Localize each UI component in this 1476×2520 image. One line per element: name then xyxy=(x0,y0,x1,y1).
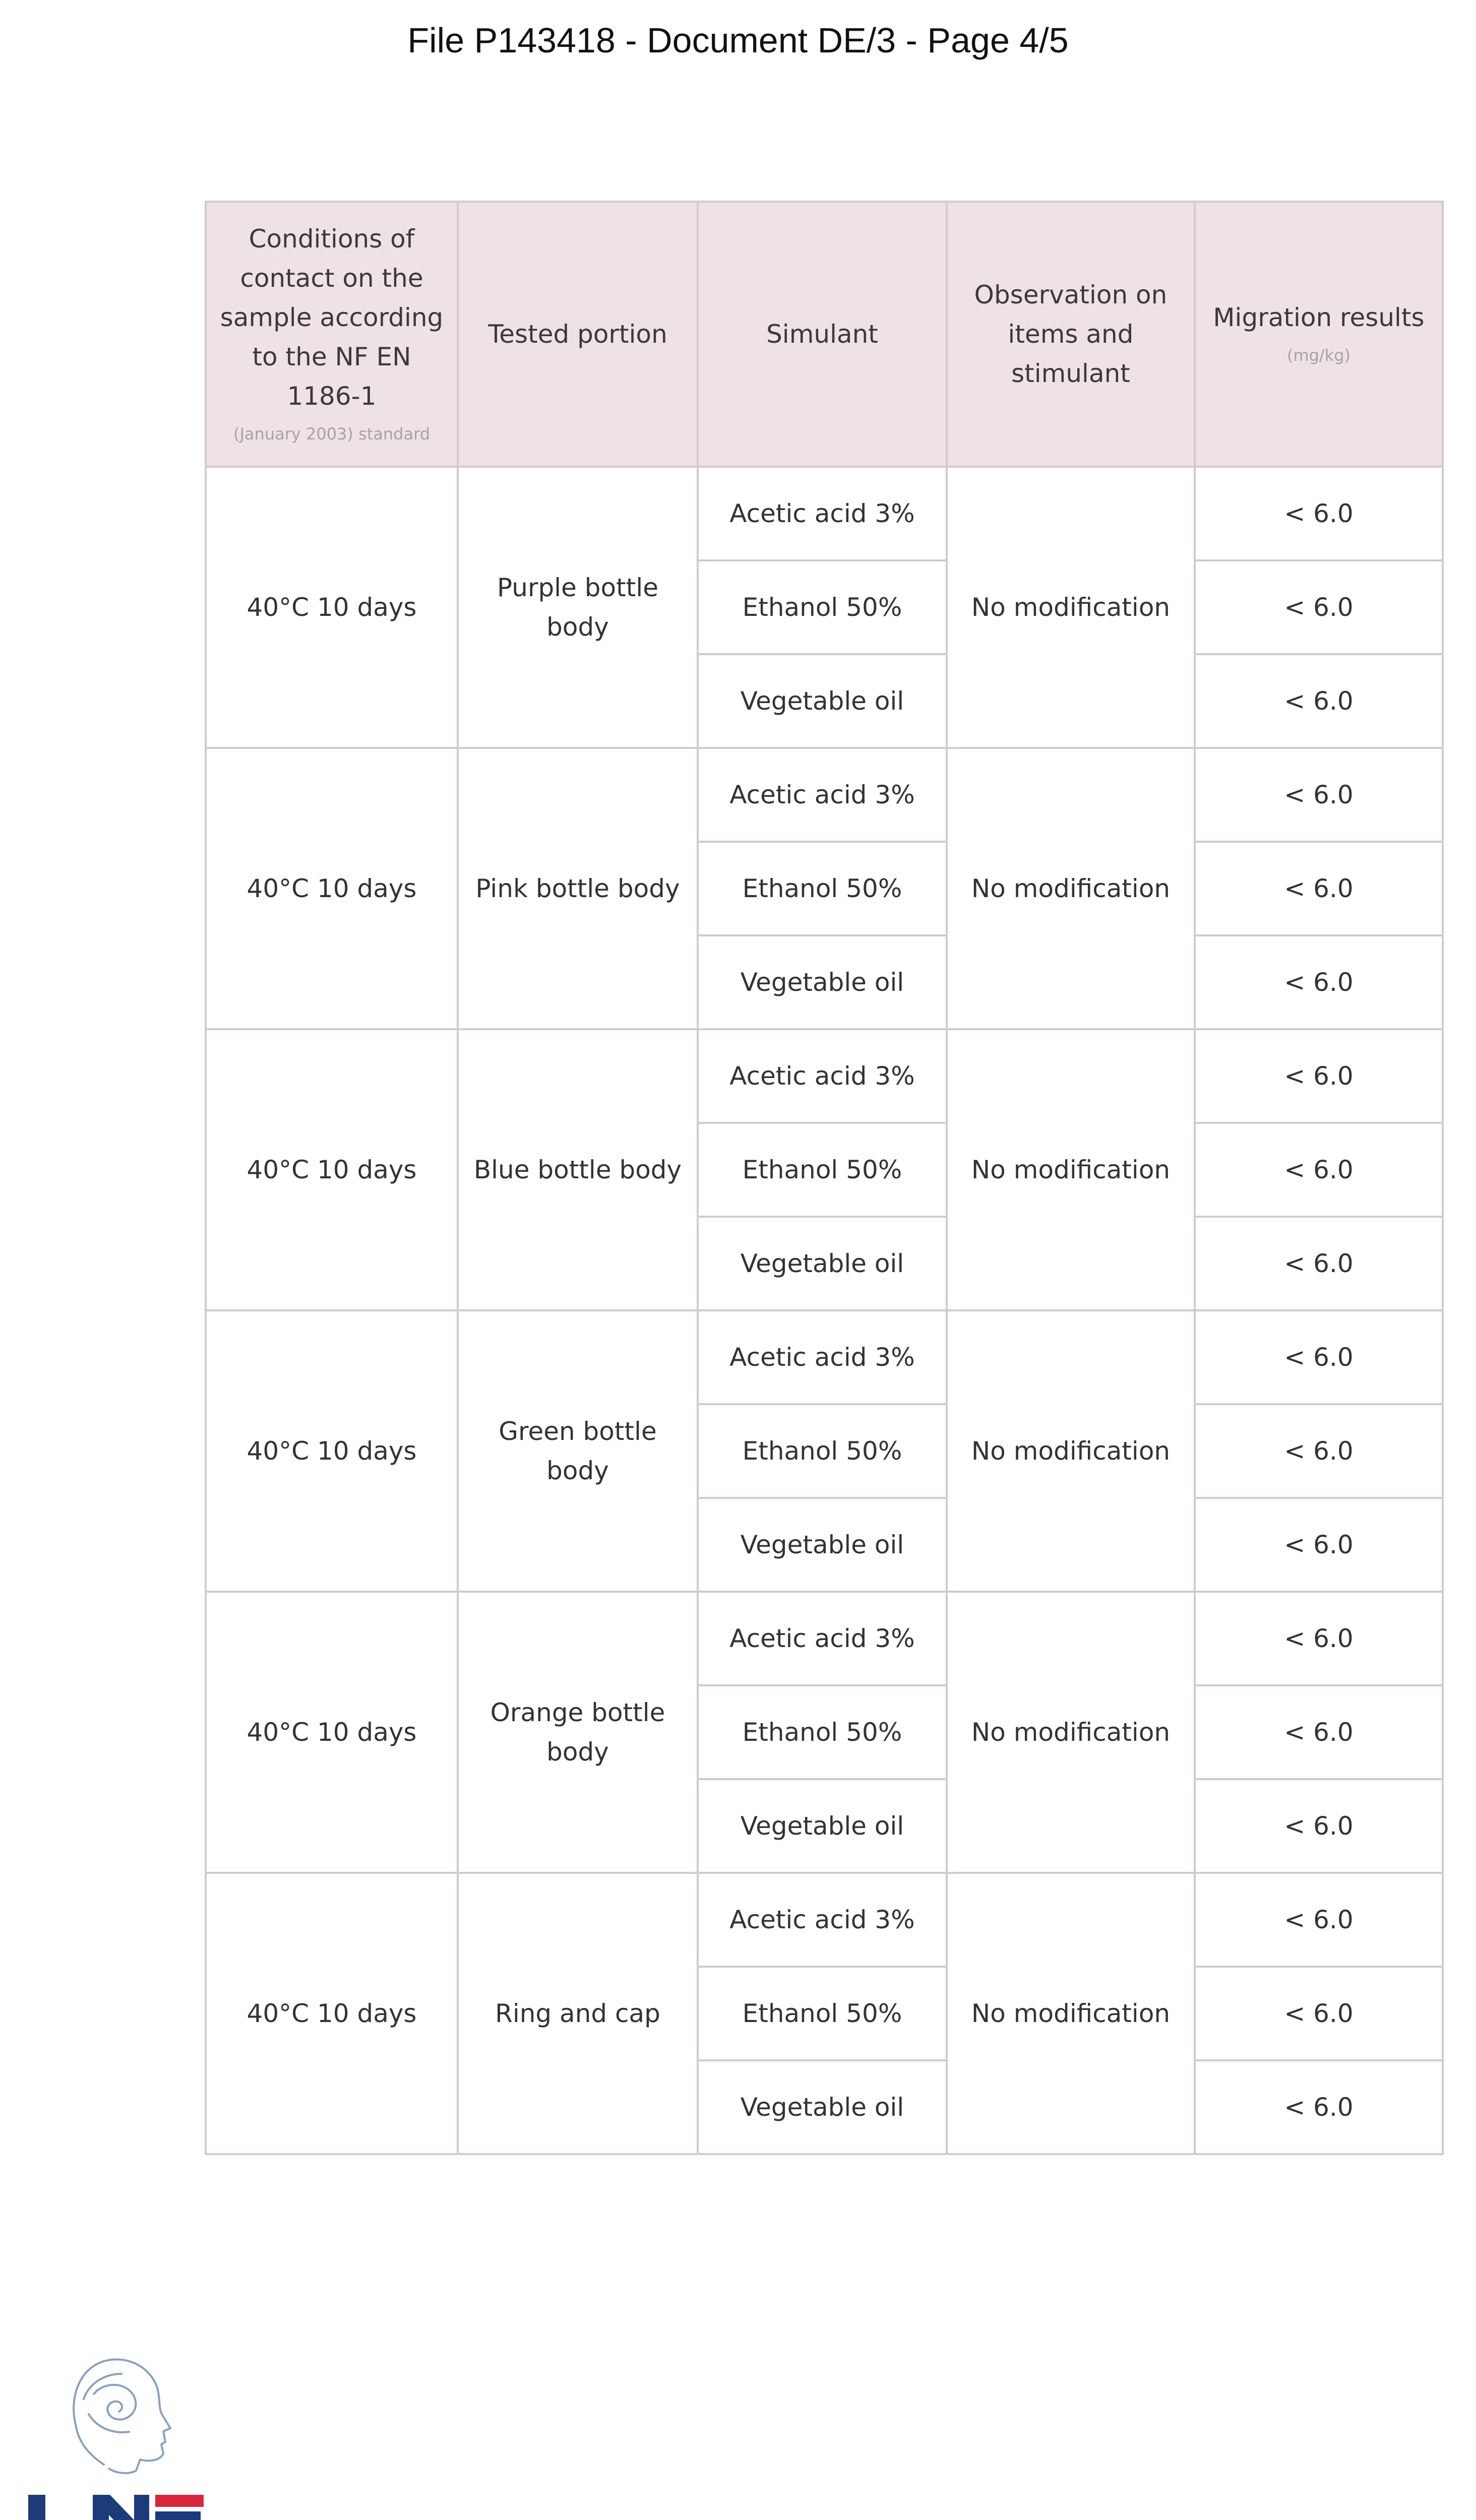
simulant-cell: Vegetable oil xyxy=(698,1217,947,1310)
tested-portion-cell: Blue bottle body xyxy=(458,1029,698,1310)
observation-cell: No modification xyxy=(947,1592,1195,1873)
simulant-cell: Acetic acid 3% xyxy=(698,1873,947,1967)
header-migration xyxy=(1195,202,1443,467)
migration-result-cell: < 6.0 xyxy=(1195,1967,1443,2060)
condition-cell: 40°C 10 days xyxy=(206,467,458,748)
simulant-cell: Acetic acid 3% xyxy=(698,1310,947,1404)
migration-result-cell: < 6.0 xyxy=(1195,1217,1443,1310)
condition-cell: 40°C 10 days xyxy=(206,748,458,1029)
header-conditions-note: (January 2003) standard xyxy=(233,424,430,444)
lne-logo-icon xyxy=(28,2339,205,2520)
header-tested-portion: Tested portion xyxy=(458,202,698,467)
tested-portion-cell: Pink bottle body xyxy=(458,748,698,1029)
lne-logo xyxy=(28,2339,205,2520)
table-row xyxy=(206,1029,1443,1123)
simulant-cell: Ethanol 50% xyxy=(698,1404,947,1498)
table-row xyxy=(206,1873,1443,1967)
migration-result-cell: < 6.0 xyxy=(1195,1029,1443,1123)
simulant-cell: Ethanol 50% xyxy=(698,560,947,654)
table-row xyxy=(206,748,1443,842)
table-row xyxy=(206,1592,1443,1685)
simulant-cell: Ethanol 50% xyxy=(698,1123,947,1217)
table-body xyxy=(206,467,1443,2154)
observation-cell: No modification xyxy=(947,1029,1195,1310)
condition-cell: 40°C 10 days xyxy=(206,1310,458,1592)
header-simulant: Simulant xyxy=(698,202,947,467)
migration-result-cell: < 6.0 xyxy=(1195,2060,1443,2154)
simulant-cell: Vegetable oil xyxy=(698,1779,947,1873)
migration-result-cell: < 6.0 xyxy=(1195,1779,1443,1873)
table-header-row xyxy=(206,202,1443,467)
observation-cell: No modification xyxy=(947,467,1195,748)
condition-cell: 40°C 10 days xyxy=(206,1873,458,2154)
condition-cell: 40°C 10 days xyxy=(206,1592,458,1873)
migration-result-cell: < 6.0 xyxy=(1195,1310,1443,1404)
migration-results-table xyxy=(205,201,1444,2155)
page-header: File P143418 - Document DE/3 - Page 4/5 xyxy=(407,21,1069,60)
header-migration-unit: (mg/kg) xyxy=(1286,346,1351,365)
migration-result-cell: < 6.0 xyxy=(1195,842,1443,935)
migration-result-cell: < 6.0 xyxy=(1195,748,1443,842)
simulant-cell: Acetic acid 3% xyxy=(698,467,947,560)
tested-portion-cell: Green bottle body xyxy=(458,1310,698,1592)
tested-portion-cell: Ring and cap xyxy=(458,1873,698,2154)
migration-result-cell: < 6.0 xyxy=(1195,1123,1443,1217)
migration-result-cell: < 6.0 xyxy=(1195,654,1443,748)
simulant-cell: Acetic acid 3% xyxy=(698,1592,947,1685)
migration-result-cell: < 6.0 xyxy=(1195,935,1443,1029)
header-migration-label: Migration results xyxy=(1213,303,1425,332)
header-observation: Observation on items and stimulant xyxy=(947,202,1195,467)
simulant-cell: Ethanol 50% xyxy=(698,1967,947,2060)
migration-result-cell: < 6.0 xyxy=(1195,1873,1443,1967)
simulant-cell: Vegetable oil xyxy=(698,1498,947,1592)
migration-result-cell: < 6.0 xyxy=(1195,1685,1443,1779)
simulant-cell: Ethanol 50% xyxy=(698,842,947,935)
migration-result-cell: < 6.0 xyxy=(1195,1404,1443,1498)
simulant-cell: Vegetable oil xyxy=(698,654,947,748)
observation-cell: No modification xyxy=(947,748,1195,1029)
migration-result-cell: < 6.0 xyxy=(1195,1592,1443,1685)
simulant-cell: Ethanol 50% xyxy=(698,1685,947,1779)
observation-cell: No modification xyxy=(947,1310,1195,1592)
condition-cell: 40°C 10 days xyxy=(206,1029,458,1310)
header-conditions xyxy=(206,202,458,467)
simulant-cell: Vegetable oil xyxy=(698,2060,947,2154)
tested-portion-cell: Orange bottle body xyxy=(458,1592,698,1873)
migration-result-cell: < 6.0 xyxy=(1195,467,1443,560)
tested-portion-cell: Purple bottle body xyxy=(458,467,698,748)
header-conditions-label: Conditions of contact on the sample according to the NF EN 1186-1 xyxy=(220,224,444,411)
observation-cell: No modification xyxy=(947,1873,1195,2154)
table-row xyxy=(206,467,1443,560)
migration-result-cell: < 6.0 xyxy=(1195,560,1443,654)
simulant-cell: Acetic acid 3% xyxy=(698,748,947,842)
migration-result-cell: < 6.0 xyxy=(1195,1498,1443,1592)
simulant-cell: Vegetable oil xyxy=(698,935,947,1029)
table-row xyxy=(206,1310,1443,1404)
simulant-cell: Acetic acid 3% xyxy=(698,1029,947,1123)
